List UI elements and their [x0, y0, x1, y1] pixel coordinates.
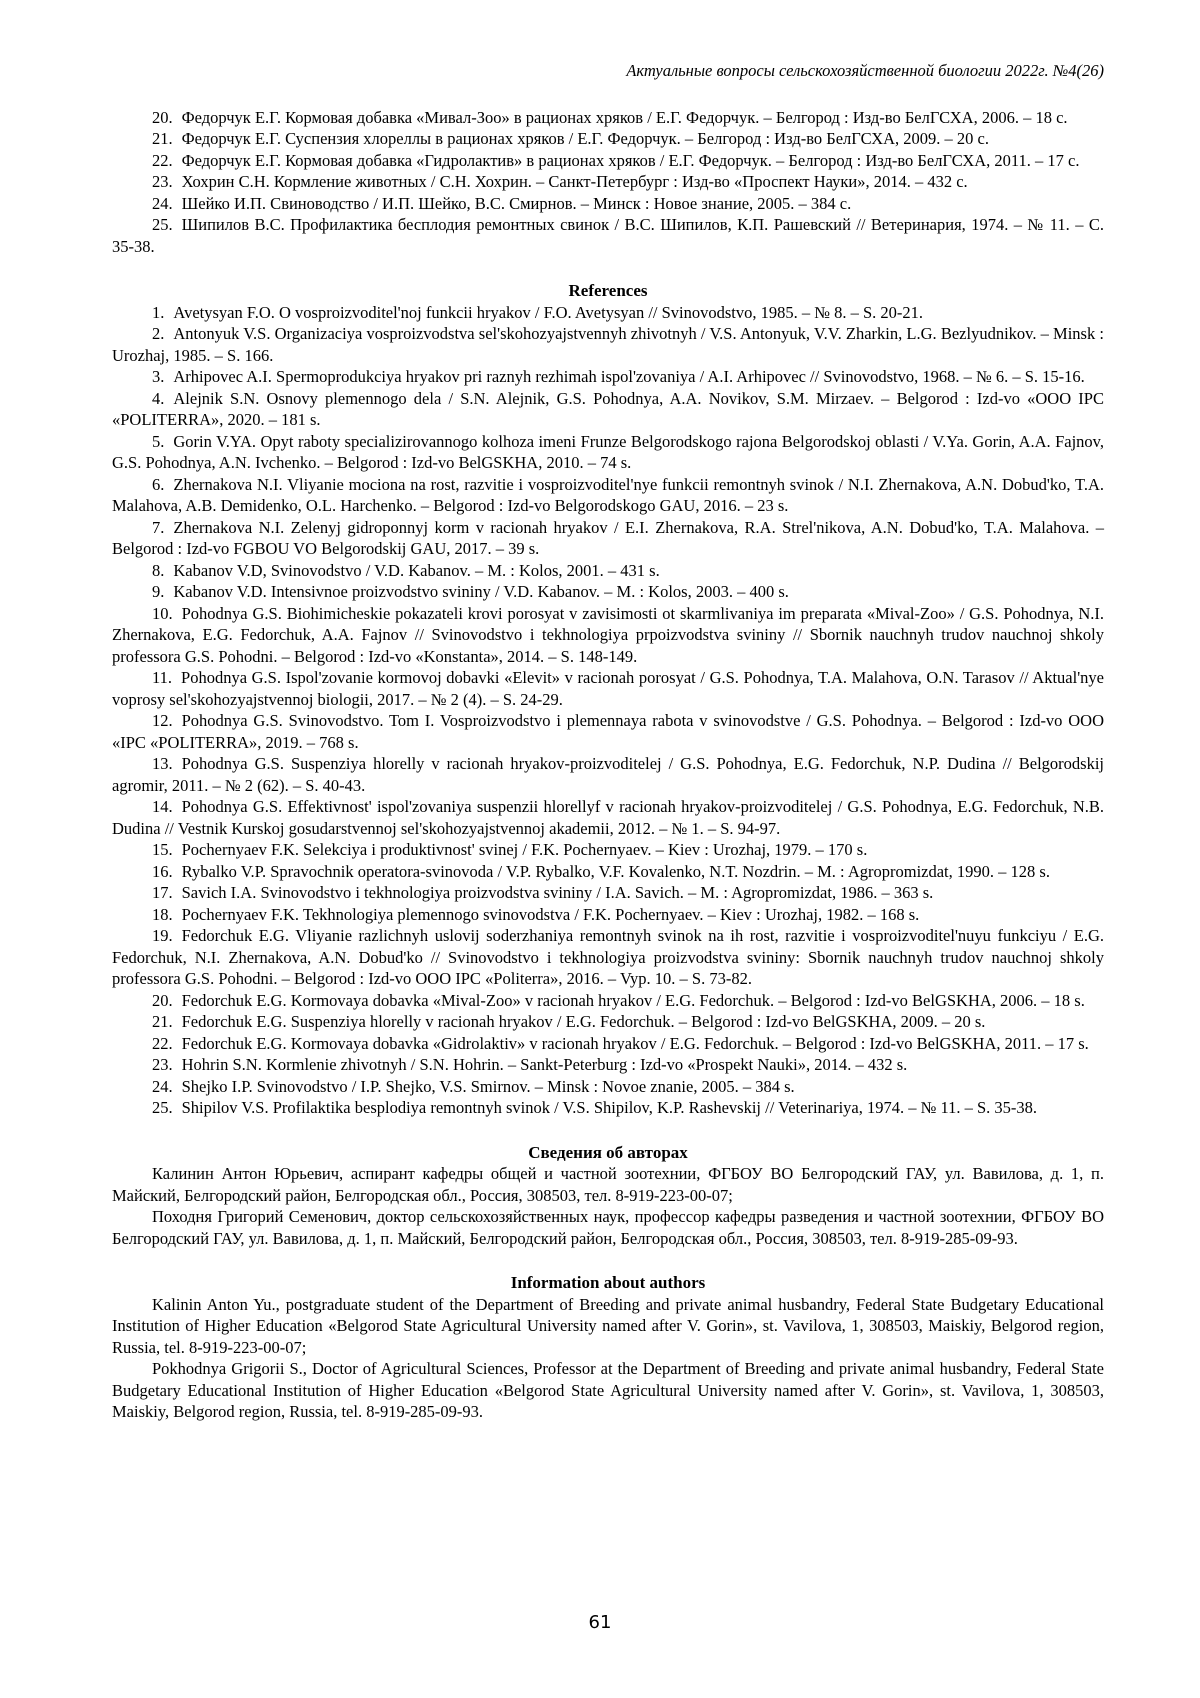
reference-number: 3. [152, 367, 165, 386]
reference-text: Pohodnya G.S. Ispol'zovanie kormovoj dobavki «Elevit» v racionah porosyat / G.S. Pohodnya, T.A. Malahova, O.N. Tarasov // Aktual'nye voprosy sel'skohozyajstvennoj biologii, 2017. – № 2 (4). – S. 24-29. [112, 668, 1104, 709]
reference-item [112, 171, 1104, 193]
reference-item [112, 150, 1104, 172]
reference-item [112, 796, 1104, 839]
reference-item [112, 107, 1104, 129]
reference-number: 19. [152, 926, 173, 945]
authors-info-ru-heading: Сведения об авторах [528, 1142, 688, 1162]
reference-item [112, 882, 1104, 904]
reference-text: Pohodnya G.S. Suspenziya hlorelly v racionah hryakov-proizvoditelej / G.S. Pohodnya, E.G. Fedorchuk, N.P. Dudina // Belgorodskij agromir, 2011. – № 2 (62). – S. 40-43. [112, 754, 1104, 795]
authors-info-en [112, 1294, 1104, 1423]
reference-number: 24. [152, 1076, 173, 1096]
reference-text: Pohodnya G.S. Svinovodstvo. Tom I. Vosproizvodstvo i plemennaya rabota v svinovodstve / G.S. Pohodnya. – Belgorod : Izd-vo OOO «IPC «POLITERRA», 2019. – 768 s. [112, 711, 1104, 752]
reference-number: 20. [152, 107, 173, 127]
reference-item [112, 214, 1104, 257]
reference-number: 22. [152, 1033, 173, 1053]
reference-number: 21. [152, 129, 173, 148]
reference-number: 20. [152, 990, 173, 1010]
reference-number: 16. [152, 861, 173, 881]
reference-number: 4. [152, 388, 165, 408]
reference-text: Avetysyan F.O. O vosproizvoditel'noj funkcii hryakov / F.O. Avetysyan // Svinovodstvo, 1985. – № 8. – S. 20-21. [173, 302, 924, 322]
reference-item [112, 517, 1104, 560]
reference-item [112, 861, 1104, 883]
reference-number: 5. [152, 431, 165, 451]
reference-number: 15. [152, 840, 173, 859]
reference-number: 10. [152, 603, 173, 623]
reference-text: Pohodnya G.S. Biohimicheskie pokazateli krovi porosyat v zavisimosti ot skarmlivaniya im preparata «Mival-Zoo» / G.S. Pohodnya, N.I. Zhernakova, E.G. Fedorchuk, A.A. Fajnov // Svinovodstvo i tekhnologiya prpoizvodstva svininy // Sbornik nauchnyh trudov nauchnoj shkoly professora G.S. Pohodni. – Belgorod : Izd-vo «Konstanta», 2014. – S. 148-149. [112, 603, 1104, 666]
reference-number: 18. [152, 904, 173, 924]
reference-text: Fedorchuk E.G. Suspenziya hlorelly v racionah hryakov / E.G. Fedorchuk. – Belgorod : Izd-vo BelGSKHA, 2009. – 20 s. [181, 1012, 986, 1031]
reference-text: Fedorchuk E.G. Kormovaya dobavka «Gidrolaktiv» v racionah hryakov / E.G. Fedorchuk. – Belgorod : Izd-vo BelGSKHA, 2011. – 17 s. [181, 1033, 1089, 1053]
reference-text: Хохрин С.Н. Кормление животных / С.Н. Хохрин. – Санкт-Петербург : Изд-во «Проспект Науки», 2014. – 432 с. [181, 172, 968, 191]
reference-item [112, 388, 1104, 431]
reference-text: Pochernyaev F.K. Selekciya i produktivnost' svinej / F.K. Pochernyaev. – Kiev : Urozhaj, 1979. – 170 s. [181, 840, 868, 859]
reference-item [112, 925, 1104, 990]
author-paragraph: Калинин Антон Юрьевич, аспирант кафедры общей и частной зоотехнии, ФГБОУ ВО Белгородский ГАУ, ул. Вавилова, д. 1, п. Майский, Белгородский район, Белгородская обл., Россия, 308503, тел. 8-919-223-00-07; [112, 1164, 1104, 1205]
reference-number: 17. [152, 883, 173, 902]
reference-number: 2. [152, 324, 165, 343]
reference-number: 12. [152, 711, 173, 730]
reference-number: 23. [152, 172, 173, 191]
author-paragraph: Kalinin Anton Yu., postgraduate student of the Department of Breeding and private animal husbandry, Federal State Budgetary Educational Institution of Higher Education «Belgorod State Agricultural University named after V. Gorin», st. Vavilova, 1, 308503, Maiskiy, Belgorod region, Russia, tel. 8-919-223-00-07; [112, 1294, 1104, 1357]
authors-info-en-heading: Information about authors [510, 1273, 706, 1292]
reference-number: 25. [152, 1098, 173, 1117]
reference-text: Zhernakova N.I. Zelenyj gidroponnyj korm v racionah hryakov / E.I. Zhernakova, R.A. Strel'nikova, A.N. Dobud'ko, T.A. Malahova. – Belgorod : Izd-vo FGBOU VO Belgorodskij GAU, 2017. – 39 s. [112, 517, 1104, 558]
reference-item [112, 474, 1104, 517]
reference-text: Gorin V.YA. Opyt raboty specializirovannogo kolhoza imeni Frunze Belgorodskogo rajona Belgorodskoj oblasti / V.Ya. Gorin, A.A. Fajnov, G.S. Pohodnya, A.N. Ivchenko. – Belgorod : Izd-vo BelGSKHA, 2010. – 74 s. [112, 431, 1104, 472]
reference-item [112, 667, 1104, 710]
author-paragraph: Pokhodnya Grigorii S., Doctor of Agricultural Sciences, Professor at the Department of Breeding and private animal husbandry, Federal State Budgetary Educational Institution of Higher Education «Belgorod State Agricultural University named after V. Gorin», st. Vavilova, 1, 308503, Maiskiy, Belgorod region, Russia, tel. 8-919-285-09-93. [112, 1359, 1104, 1421]
reference-text: Fedorchuk E.G. Vliyanie razlichnyh uslovij soderzhaniya remontnyh svinok na ih rost, razvitie i vosproizvoditel'nuyu funkciyu / E.G. Fedorchuk, N.I. Zhernakova, A.N. Dobud'ko // Svinovodstvo i tekhnologiya proizvodstva svininy: Sbornik nauchnyh trudov nauchnoj shkoly professora G.S. Pohodni. – Belgorod : Izd-vo OOO IPC «Politerra», 2016. – Vyp. 10. – S. 73-82. [112, 926, 1104, 988]
reference-text: Shejko I.P. Svinovodstvo / I.P. Shejko, V.S. Smirnov. – Minsk : Novoe znanie, 2005. – 384 s. [181, 1076, 795, 1096]
reference-text: Zhernakova N.I. Vliyanie mociona na rost, razvitie i vosproizvoditel'nye funkcii remontnyh svinok / N.I. Zhernakova, A.N. Dobud'ko, T.A. Malahova, A.B. Demidenko, O.L. Harchenko. – Belgorod : Izd-vo Belgorodskogo GAU, 2016. – 23 s. [112, 474, 1104, 515]
reference-item [112, 904, 1104, 926]
reference-text: Pochernyaev F.K. Tekhnologiya plemennogo svinovodstva / F.K. Pochernyaev. – Kiev : Urozhaj, 1982. – 168 s. [181, 904, 920, 924]
reference-number: 9. [152, 582, 165, 601]
reference-item [112, 302, 1104, 324]
reference-number: 8. [152, 560, 165, 580]
reference-text: Antonyuk V.S. Organizaciya vosproizvodstva sel'skohozyajstvennyh zhivotnyh / V.S. Antonyuk, V.V. Zharkin, L.G. Bezlyudnikov. – Minsk : Urozhaj, 1985. – S. 166. [112, 324, 1104, 365]
reference-item [112, 366, 1104, 388]
reference-text: Arhipovec A.I. Spermoprodukciya hryakov pri raznyh rezhimah ispol'zovaniya / A.I. Arhipovec // Svinovodstvo, 1968. – № 6. – S. 15-16. [173, 367, 1085, 386]
journal-header: Актуальные вопросы сельскохозяйственной биологии 2022г. №4(26) [626, 61, 1104, 80]
reference-item [112, 431, 1104, 474]
russian-reference-list [112, 107, 1104, 258]
reference-number: 13. [152, 754, 173, 773]
reference-number: 7. [152, 517, 165, 537]
reference-number: 23. [152, 1055, 173, 1074]
reference-text: Федорчук Е.Г. Кормовая добавка «Мивал-Зоо» в рационах хряков / Е.Г. Федорчук. – Белгород : Изд-во БелГСХА, 2006. – 18 с. [181, 107, 1068, 127]
reference-item [112, 560, 1104, 582]
reference-item [112, 1097, 1104, 1119]
reference-number: 1. [152, 302, 165, 322]
reference-number: 25. [152, 215, 173, 234]
reference-text: Федорчук Е.Г. Суспензия хлореллы в рационах хряков / Е.Г. Федорчук. – Белгород : Изд-во БелГСХА, 2009. – 20 с. [181, 129, 989, 148]
reference-text: Shipilov V.S. Profilaktika besplodiya remontnyh svinok / V.S. Shipilov, K.P. Rashevskij // Veterinariya, 1974. – № 11. – S. 35-38. [181, 1098, 1038, 1117]
reference-number: 22. [152, 150, 173, 170]
reference-text: Fedorchuk E.G. Kormovaya dobavka «Mival-Zoo» v racionah hryakov / E.G. Fedorchuk. – Belgorod : Izd-vo BelGSKHA, 2006. – 18 s. [181, 990, 1085, 1010]
reference-text: Федорчук Е.Г. Кормовая добавка «Гидролактив» в рационах хряков / Е.Г. Федорчук. – Белгород : Изд-во БелГСХА, 2011. – 17 с. [181, 150, 1080, 170]
reference-text: Kabanov V.D, Svinovodstvo / V.D. Kabanov. – M. : Kolos, 2001. – 431 s. [173, 560, 660, 580]
page-number: 61 [588, 1612, 612, 1633]
reference-item [112, 990, 1104, 1012]
reference-item [112, 128, 1104, 150]
authors-info-ru [112, 1163, 1104, 1249]
reference-text: Шипилов В.С. Профилактика бесплодия ремонтных свинок / В.С. Шипилов, К.П. Рашевский // Ветеринария, 1974. – № 11. – С. 35-38. [112, 215, 1104, 256]
reference-number: 6. [152, 474, 165, 494]
reference-text: Alejnik S.N. Osnovy plemennogo dela / S.N. Alejnik, G.S. Pohodnya, A.A. Novikov, S.M. Mirzaev. – Belgorod : Izd-vo «OOO IPC «POLITERRA», 2020. – 181 s. [112, 388, 1104, 429]
reference-text: Kabanov V.D. Intensivnoe proizvodstvo svininy / V.D. Kabanov. – M. : Kolos, 2003. – 400 s. [173, 582, 789, 601]
reference-item [112, 1033, 1104, 1055]
reference-item [112, 839, 1104, 861]
reference-item [112, 193, 1104, 215]
references-heading: References [568, 281, 648, 300]
reference-item [112, 603, 1104, 668]
reference-text: Pohodnya G.S. Effektivnost' ispol'zovaniya suspenzii hlorellyf v racionah hryakov-proizvoditelej / G.S. Pohodnya, E.G. Fedorchuk, N.B. Dudina // Vestnik Kurskoj gosudarstvennoj sel'skohozyajstvennoj akademii, 2012. – № 1. – S. 94-97. [112, 797, 1104, 838]
reference-item [112, 1076, 1104, 1098]
reference-number: 14. [152, 797, 173, 816]
reference-item [112, 1054, 1104, 1076]
reference-item [112, 323, 1104, 366]
reference-number: 21. [152, 1012, 173, 1031]
reference-text: Шейко И.П. Свиноводство / И.П. Шейко, В.С. Смирнов. – Минск : Новое знание, 2005. – 384 с. [181, 193, 852, 213]
reference-item [112, 710, 1104, 753]
reference-number: 24. [152, 193, 173, 213]
reference-text: Rybalko V.P. Spravochnik operatora-svinovoda / V.P. Rybalko, V.F. Kovalenko, N.T. Nozdrin. – M. : Agropromizdat, 1990. – 128 s. [181, 861, 1050, 881]
reference-item [112, 1011, 1104, 1033]
reference-number: 11. [152, 668, 173, 687]
reference-text: Hohrin S.N. Kormlenie zhivotnyh / S.N. Hohrin. – Sankt-Peterburg : Izd-vo «Prospekt Nauki», 2014. – 432 s. [181, 1055, 908, 1074]
english-reference-list [112, 302, 1104, 1119]
reference-text: Savich I.A. Svinovodstvo i tekhnologiya proizvodstva svininy / I.A. Savich. – M. : Agropromizdat, 1986. – 363 s. [181, 883, 934, 902]
reference-item [112, 753, 1104, 796]
reference-item [112, 581, 1104, 603]
author-paragraph: Походня Григорий Семенович, доктор сельскохозяйственных наук, профессор кафедры разведения и частной зоотехнии, ФГБОУ ВО Белгородский ГАУ, ул. Вавилова, д. 1, п. Майский, Белгородский район, Белгородская обл., Россия, 308503, тел. 8-919-285-09-93. [112, 1207, 1104, 1248]
